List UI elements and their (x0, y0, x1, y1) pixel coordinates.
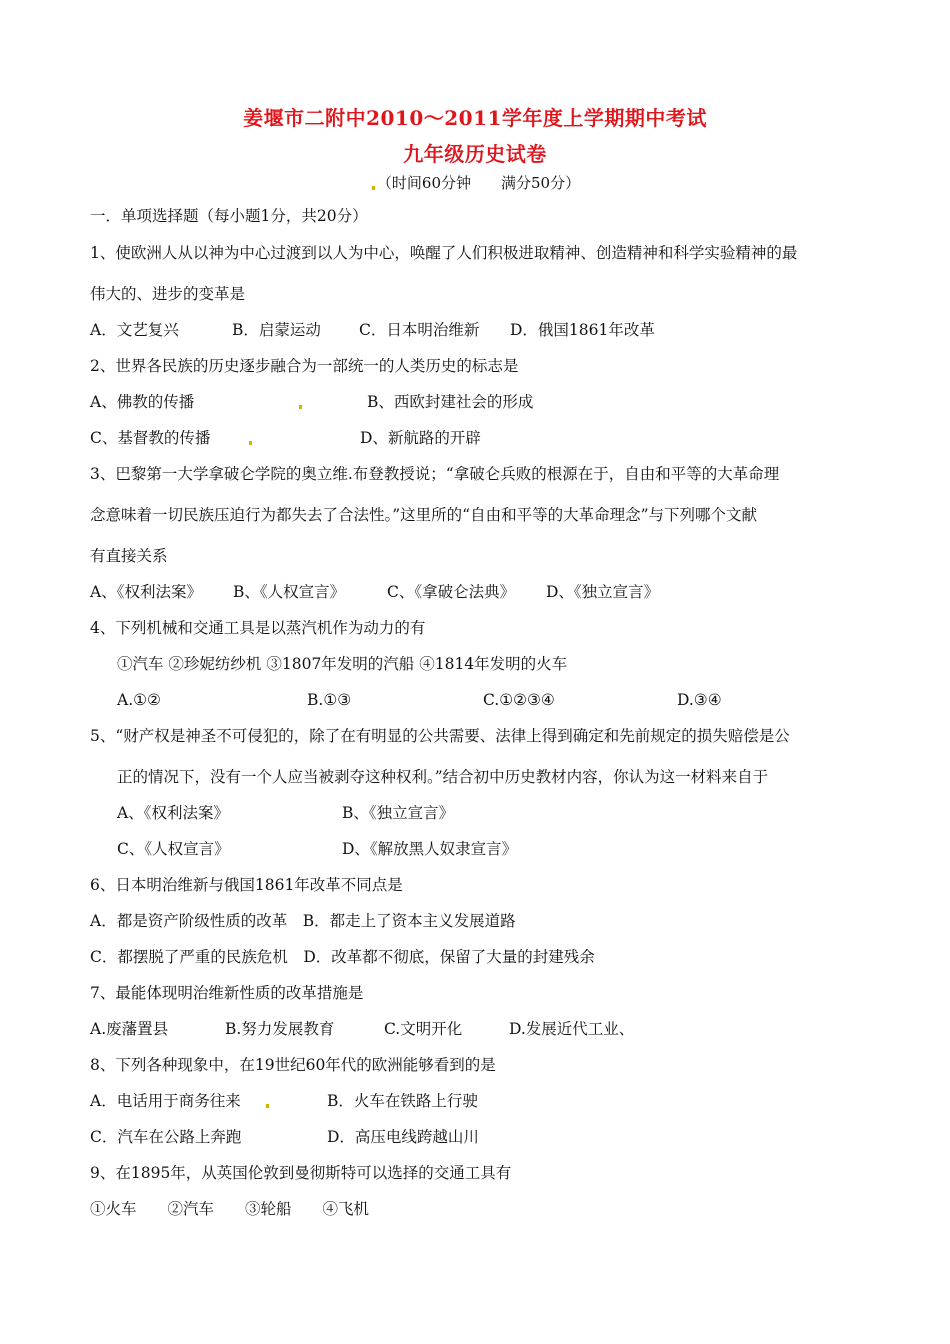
q2-option-a: A、佛教的传播 (90, 393, 195, 411)
q5-option-a: A、《权利法案》 (117, 804, 229, 822)
exam-info (0, 172, 950, 193)
q4-option-b: B.①③ (307, 691, 352, 709)
q2-options-row2 (90, 428, 870, 448)
q5-stem-line2: 正的情况下，没有一个人应当被剥夺这种权利。”结合初中历史教材内容，你认为这一材料来自于 (117, 768, 769, 786)
q3-options (90, 582, 870, 602)
speck-mark (247, 428, 254, 448)
q3-stem-line2: 念意味着一切民族压迫行为都失去了合法性。”这里所的“自由和平等的大革命理念”与下列哪个文献 (90, 506, 758, 524)
q8-option-c: C．汽车在公路上奔跑 (90, 1128, 242, 1146)
q4-options (117, 690, 857, 710)
q8-options-row2 (90, 1127, 870, 1147)
q1-stem-line1: 1、使欧洲人从以神为中心过渡到以人为中心，唤醒了人们积极进取精神、创造精神和科学实验精神的最 (90, 244, 798, 262)
q2-options-row1 (90, 392, 870, 412)
q7-option-b: B.努力发展教育 (225, 1020, 335, 1038)
q5-options-row1 (117, 803, 857, 823)
q7-options (90, 1019, 870, 1039)
q7-option-a: A.废藩置县 (90, 1020, 169, 1038)
q5-option-d: D、《解放黑人奴隶宣言》 (342, 840, 518, 858)
q5-option-b: B、《独立宣言》 (342, 804, 455, 822)
q9-items: ①火车 ②汽车 ③轮船 ④飞机 (90, 1200, 370, 1218)
q1-option-b: B．启蒙运动 (232, 321, 321, 339)
q6-options-ab: A．都是资产阶级性质的改革 B．都走上了资本主义发展道路 (90, 912, 516, 930)
q5-option-c: C、《人权宣言》 (117, 840, 230, 858)
q1-option-c: C．日本明治维新 (359, 321, 480, 339)
q4-stem: 4、下列机械和交通工具是以蒸汽机作为动力的有 (90, 619, 426, 637)
q4-items: ①汽车 ②珍妮纺纱机 ③1807年发明的汽船 ④1814年发明的火车 (117, 655, 568, 673)
exam-info-text: （时间60分钟 满分50分） (376, 174, 581, 192)
q7-option-d: D.发展近代工业、 (509, 1020, 635, 1038)
q3-option-a: A、《权利法案》 (90, 583, 202, 601)
q6-options-cd: C．都摆脱了严重的民族危机 D．改革都不彻底，保留了大量的封建残余 (90, 948, 595, 966)
q5-stem-line1: 5、“财产权是神圣不可侵犯的，除了在有明显的公共需要、法律上得到确定和先前规定的损失赔偿是公 (90, 727, 790, 745)
q8-options-row1 (90, 1091, 870, 1111)
speck-mark (372, 186, 375, 190)
section-heading: 一．单项选择题（每小题1分，共20分） (90, 207, 368, 225)
q5-options-row2 (117, 839, 857, 859)
q8-option-a: A．电话用于商务往来 (90, 1092, 241, 1110)
q3-stem-line1: 3、巴黎第一大学拿破仑学院的奥立维.布登教授说；“拿破仑兵败的根源在于，自由和平等的大革命理 (90, 465, 780, 483)
speck-mark (264, 1091, 271, 1111)
speck-mark (297, 392, 304, 412)
q1-option-a: A．文艺复兴 (90, 321, 179, 339)
q4-option-c: C.①②③④ (483, 691, 555, 709)
q2-option-b: B、西欧封建社会的形成 (367, 393, 534, 411)
q2-stem: 2、世界各民族的历史逐步融合为一部统一的人类历史的标志是 (90, 357, 519, 375)
q4-option-a: A.①② (117, 691, 161, 709)
exam-title: 姜堰市二附中2010～2011学年度上学期期中考试 (243, 106, 707, 130)
q8-option-d: D．高压电线跨越山川 (327, 1128, 479, 1146)
q1-options (90, 320, 870, 340)
q2-option-c: C、基督教的传播 (90, 429, 211, 447)
q8-stem: 8、下列各种现象中，在19世纪60年代的欧洲能够看到的是 (90, 1056, 496, 1074)
exam-subtitle: 九年级历史试卷 (403, 142, 547, 166)
q3-option-c: C、《拿破仑法典》 (387, 583, 516, 601)
q1-option-d: D．俄国1861年改革 (510, 321, 655, 339)
q9-stem: 9、在1895年，从英国伦敦到曼彻斯特可以选择的交通工具有 (90, 1164, 512, 1182)
q2-option-d: D、新航路的开辟 (360, 429, 481, 447)
q7-stem: 7、最能体现明治维新性质的改革措施是 (90, 984, 364, 1002)
q6-stem: 6、日本明治维新与俄国1861年改革不同点是 (90, 876, 403, 894)
q3-stem-line3: 有直接关系 (90, 547, 168, 565)
q7-option-c: C.文明开化 (384, 1020, 463, 1038)
q8-option-b: B．火车在铁路上行驶 (327, 1092, 478, 1110)
q1-stem-line2: 伟大的、进步的变革是 (90, 285, 246, 303)
q3-option-b: B、《人权宣言》 (233, 583, 346, 601)
q3-option-d: D、《独立宣言》 (546, 583, 660, 601)
q4-option-d: D.③④ (677, 691, 722, 709)
